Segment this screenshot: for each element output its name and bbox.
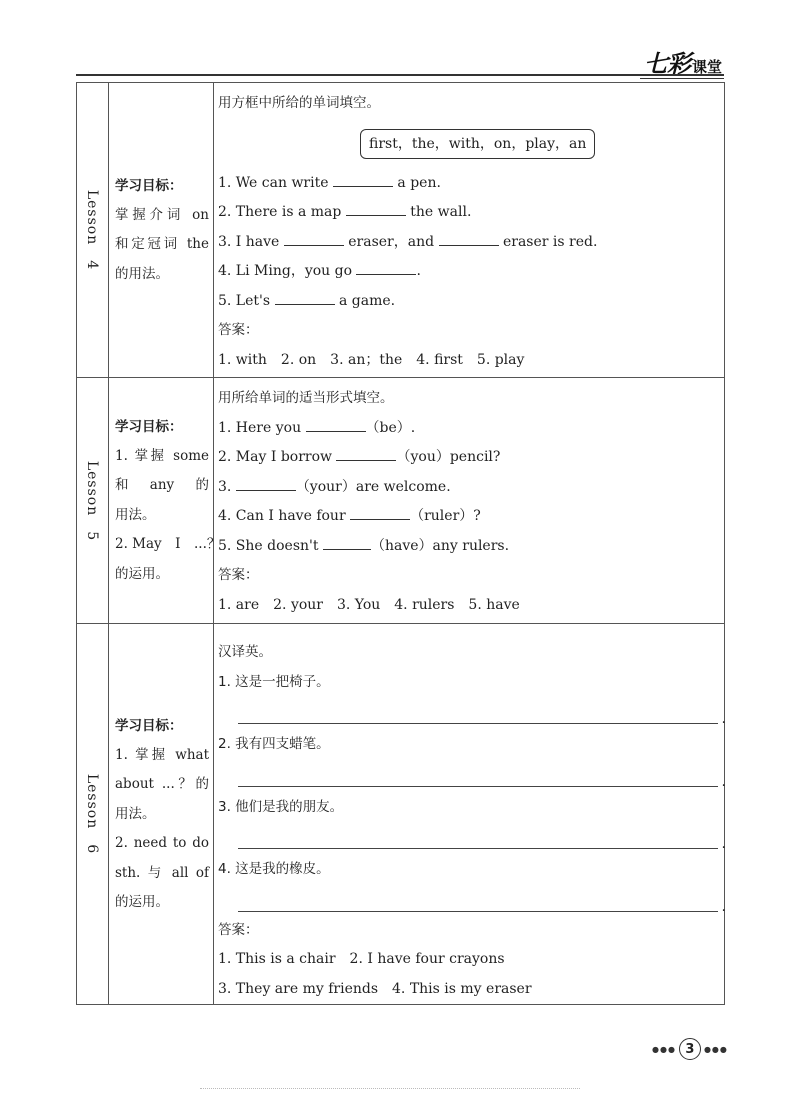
fill-blank [333, 172, 393, 187]
exercise-item: 2. There is a map the wall. [218, 198, 720, 228]
dots-right-icon: ●●● [703, 1044, 728, 1054]
fill-blank [284, 231, 344, 246]
goal-line: 用法。 [115, 506, 156, 523]
fill-blank [275, 290, 335, 305]
answer-text: 3. They are my friends 4. This is my eraser [218, 980, 532, 997]
exercise-item: 5. Let's a game. [218, 287, 720, 317]
translation-question: 2. 我有四支蜡笔。 [218, 736, 330, 752]
header-rule-secondary [640, 78, 724, 79]
lesson-row-6 [77, 624, 725, 1005]
goal-line: 2. May I ...？ [115, 536, 221, 553]
fill-blank [236, 476, 296, 491]
answer-line: . [238, 889, 718, 912]
answer-text: 1. are 2. your 3. You 4. rulers 5. have [218, 596, 520, 613]
goal-line: 用法。 [115, 805, 156, 822]
instruction: 用所给单词的适当形式填空。 [218, 390, 394, 406]
goal-cell [109, 83, 214, 378]
lesson-row-5 [77, 378, 725, 624]
exercise-item: 2. May I borrow （you）pencil? [218, 443, 720, 473]
goal-line: 的用法。 [115, 265, 169, 282]
instruction: 用方框中所给的单词填空。 [218, 95, 380, 111]
brand-name-part1: 七彩 [643, 50, 690, 78]
goal-title: 学习目标： [115, 418, 183, 435]
translation-question: 3. 他们是我的朋友。 [218, 798, 344, 815]
fill-blank [306, 417, 366, 432]
page-number [652, 1038, 728, 1060]
answer-text: 1. This is a chair 2. I have four crayons [218, 951, 505, 967]
goal-line: 1. 掌握 some [115, 447, 209, 464]
bleed-through-mark [200, 1080, 580, 1089]
answer-label: 答案： [218, 567, 259, 583]
exercise-cell [214, 83, 725, 378]
dots-left-icon: ●●● [652, 1044, 676, 1054]
exercise-item: 5. She doesn't （have）any rulers. [218, 532, 720, 562]
goal-line: 和定冠词 the [115, 236, 209, 253]
answer-line: . [238, 701, 718, 724]
answer-label: 答案： [218, 921, 259, 938]
lesson-label: Lesson 4 [83, 189, 100, 271]
fill-blank [356, 260, 416, 275]
word-box: first，the，with，on，play，an [360, 129, 595, 159]
goal-cell [109, 378, 221, 624]
lesson-row-4 [77, 83, 725, 378]
lesson-label: Lesson 5 [83, 460, 100, 541]
fill-blank [439, 231, 499, 246]
answer-line: . [238, 764, 718, 787]
goal-line: about ...？的 [115, 776, 209, 792]
answer-label: 答案： [218, 322, 259, 338]
lesson-label-cell [77, 83, 109, 378]
exercise-item: 4. Li Ming，you go . [218, 257, 720, 287]
goal-line: sth. 与 all of [115, 864, 209, 881]
goal-line: 掌握介词 on [115, 206, 209, 223]
translation-question: 4. 这是我的橡皮。 [218, 861, 330, 877]
header-rule [76, 74, 724, 76]
answer-line: . [238, 826, 718, 849]
brand-name-part2: 课堂 [691, 58, 722, 76]
goal-line: 的运用。 [115, 565, 169, 582]
goal-line: 的运用。 [115, 894, 169, 910]
exercise-cell [214, 378, 725, 624]
goal-title: 学习目标： [115, 177, 183, 194]
goal-line: 1. 掌握 what [115, 746, 209, 763]
lesson-label: Lesson 6 [83, 773, 100, 855]
instruction: 汉译英。 [218, 644, 272, 660]
exercise-item: 1. We can write a pen. [218, 169, 720, 199]
lesson-label-cell [77, 378, 109, 624]
fill-blank [350, 505, 410, 520]
exercise-item: 3. （your）are welcome. [218, 473, 720, 503]
page-number-value: 3 [679, 1038, 701, 1060]
exercise-item: 4. Can I have four （ruler）? [218, 502, 720, 532]
exercise-item: 1. Here you （be）. [218, 414, 720, 444]
exercise-cell [214, 624, 725, 1005]
fill-blank [346, 201, 406, 216]
fill-blank [323, 535, 371, 550]
answer-text: 1. with 2. on 3. an；the 4. first 5. play [218, 351, 525, 368]
lesson-label-cell [77, 624, 109, 1005]
fill-blank [336, 446, 396, 461]
goal-cell [109, 624, 214, 1005]
lesson-table [76, 82, 725, 1005]
translation-question: 1. 这是一把椅子。 [218, 673, 330, 690]
exercise-item: 3. I have eraser，and eraser is red. [218, 228, 720, 258]
goal-line: 和 any 的 [115, 477, 209, 494]
goal-line: 2. need to do [115, 835, 209, 851]
goal-title: 学习目标： [115, 717, 183, 734]
